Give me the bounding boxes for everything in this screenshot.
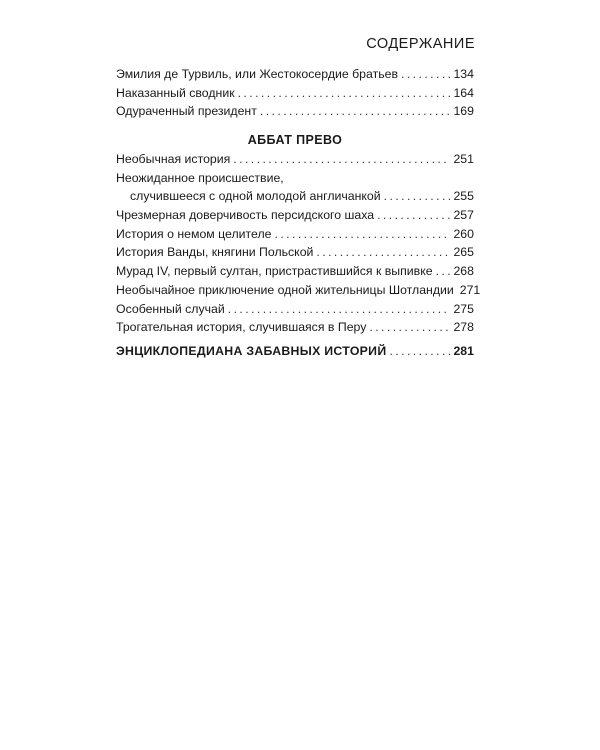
toc-entry-page: 169: [453, 104, 474, 119]
dot-leader: [377, 206, 450, 225]
toc-entry-title: История Ванды, княгини Польской: [116, 245, 314, 260]
toc-entry-title-continued: случившееся с одной молодой англичанкой: [130, 189, 381, 204]
toc-entry: [116, 169, 474, 206]
section-heading: АББАТ ПРЕВО: [247, 133, 343, 147]
toc-group-1: [116, 65, 474, 121]
dot-leader: [238, 84, 451, 103]
toc-entry: [116, 281, 481, 300]
toc-entry: [116, 318, 474, 337]
toc-entry-title: Трогательная история, случившаяся в Перу: [116, 320, 367, 335]
toc-entry-page: 278: [453, 320, 474, 335]
toc-entry-page: 281: [453, 344, 474, 358]
dot-leader: [228, 300, 451, 319]
section-heading-wrap: [116, 131, 474, 149]
toc-entry-page: 268: [453, 264, 474, 279]
toc-entry-page: 134: [453, 67, 474, 81]
toc-entry-title: Одураченный президент: [116, 104, 257, 119]
toc-entry-page: 164: [453, 85, 474, 100]
dot-leader: [389, 342, 450, 361]
toc-entry-page: 251: [453, 152, 474, 166]
toc-entry: [116, 102, 474, 121]
toc-entry-page: 271: [459, 282, 481, 297]
dot-leader: [369, 318, 450, 337]
dot-leader: [274, 225, 450, 244]
toc-entry: [116, 65, 474, 84]
toc-entry-page: 257: [453, 208, 474, 223]
toc-entry-title: Наказанный сводник: [116, 85, 235, 100]
dot-leader: [401, 65, 450, 84]
toc-entry-title: Мурад IV, первый султан, пристрастившийся к выпивке: [116, 264, 433, 279]
dot-leader: [316, 243, 450, 262]
toc-final: [116, 342, 474, 361]
toc-entry-title: Неожиданное происшествие,: [116, 170, 284, 185]
dot-leader: [233, 150, 450, 169]
toc-entry: [116, 262, 474, 281]
toc-entry: [116, 225, 474, 244]
toc-entry-page: 275: [453, 301, 474, 316]
running-head: СОДЕРЖАНИЕ: [366, 36, 475, 52]
toc-entry: [116, 243, 474, 262]
toc-entry-title: Особенный случай: [116, 301, 225, 316]
toc-entry-page: 255: [453, 189, 474, 204]
toc-entry-page: 260: [453, 226, 474, 241]
dot-leader: [436, 262, 451, 281]
toc-entry: [116, 300, 474, 319]
toc-entry-title: ЭНЦИКЛОПЕДИАНА ЗАБАВНЫХ ИСТОРИЙ: [116, 344, 387, 358]
toc-entry-title: Необычайное приключение одной жительницы Шотландии: [116, 282, 454, 297]
toc-entry-title: Чрезмерная доверчивость персидского шаха: [116, 208, 375, 223]
dot-leader: [260, 102, 451, 121]
toc-entry-title: Необычная история: [116, 152, 231, 166]
toc-entry-title: Эмилия де Турвиль, или Жестокосердие братьев: [116, 67, 398, 81]
toc-entry: [116, 84, 474, 103]
toc-entry: [116, 150, 474, 169]
toc-entry-bold: [116, 342, 474, 361]
toc-entry-title: История о немом целителе: [116, 226, 272, 241]
toc-group-2: [116, 150, 481, 337]
toc-entry: [116, 206, 474, 225]
toc-entry-page: 265: [453, 245, 474, 260]
dot-leader: [384, 187, 451, 206]
